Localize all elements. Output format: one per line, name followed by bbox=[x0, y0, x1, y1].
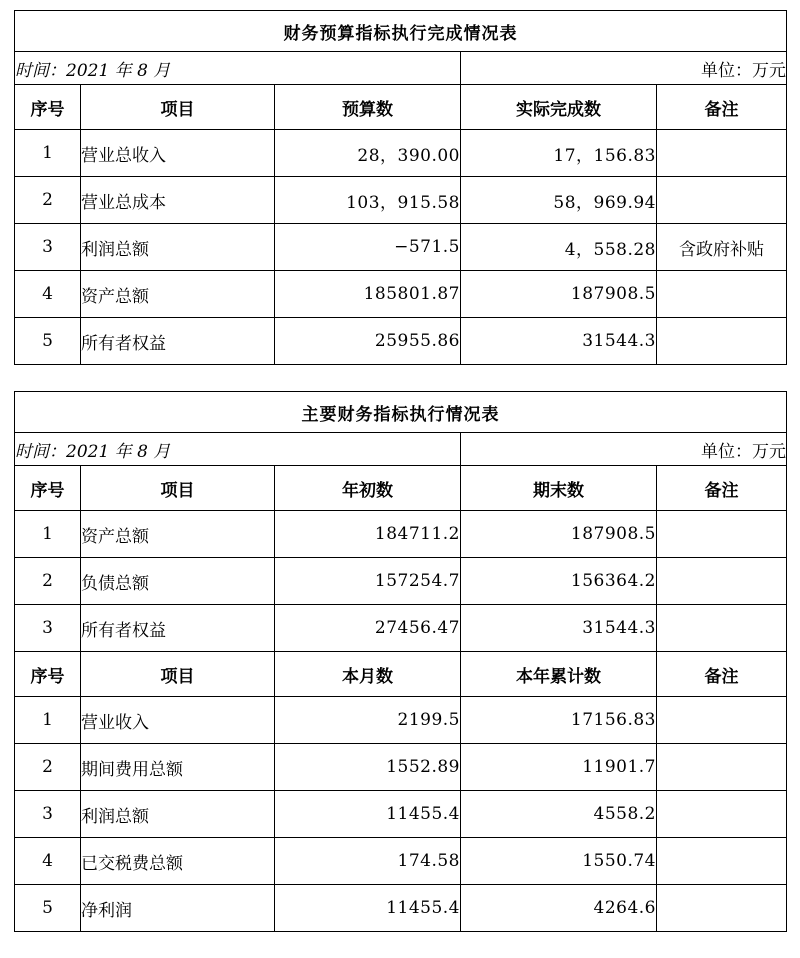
row-index: 4 bbox=[15, 271, 81, 318]
row-year-start: 27456.47 bbox=[275, 605, 461, 652]
row-item: 营业总成本 bbox=[81, 177, 275, 224]
table-row bbox=[15, 130, 787, 177]
row-budget: 103，915.58 bbox=[275, 177, 461, 224]
table1-title: 财务预算指标执行完成情况表 bbox=[15, 11, 787, 52]
row-index: 5 bbox=[15, 885, 81, 932]
table2-title-row bbox=[15, 392, 787, 433]
row-note bbox=[657, 885, 787, 932]
row-index: 3 bbox=[15, 791, 81, 838]
row-note bbox=[657, 271, 787, 318]
row-period-end: 156364.2 bbox=[461, 558, 657, 605]
row-actual: 187908.5 bbox=[461, 271, 657, 318]
table2-period: 时间：2021 年 8 月 bbox=[15, 433, 461, 466]
table2-header2-index: 序号 bbox=[15, 652, 81, 697]
budget-execution-table bbox=[14, 10, 787, 365]
table2-unit: 单位：万元 bbox=[461, 433, 787, 466]
table1-unit: 单位：万元 bbox=[461, 52, 787, 85]
table2-header-item: 项目 bbox=[81, 466, 275, 511]
row-item: 所有者权益 bbox=[81, 318, 275, 365]
row-index: 3 bbox=[15, 605, 81, 652]
row-month: 11455.4 bbox=[275, 791, 461, 838]
table2-header2-month: 本月数 bbox=[275, 652, 461, 697]
table-row bbox=[15, 885, 787, 932]
row-index: 5 bbox=[15, 318, 81, 365]
table-row bbox=[15, 558, 787, 605]
table-row bbox=[15, 318, 787, 365]
table2-meta-row bbox=[15, 433, 787, 466]
row-note bbox=[657, 697, 787, 744]
row-item: 利润总额 bbox=[81, 224, 275, 271]
table1-period: 时间：2021 年 8 月 bbox=[15, 52, 461, 85]
row-ytd: 4558.2 bbox=[461, 791, 657, 838]
table1-header-index: 序号 bbox=[15, 85, 81, 130]
row-actual: 58，969.94 bbox=[461, 177, 657, 224]
row-index: 2 bbox=[15, 558, 81, 605]
row-ytd: 4264.6 bbox=[461, 885, 657, 932]
row-note bbox=[657, 130, 787, 177]
row-index: 4 bbox=[15, 838, 81, 885]
row-item: 期间费用总额 bbox=[81, 744, 275, 791]
table2-header-index: 序号 bbox=[15, 466, 81, 511]
row-item: 资产总额 bbox=[81, 271, 275, 318]
row-ytd: 11901.7 bbox=[461, 744, 657, 791]
row-month: 174.58 bbox=[275, 838, 461, 885]
row-budget: 185801.87 bbox=[275, 271, 461, 318]
row-actual: 31544.3 bbox=[461, 318, 657, 365]
table1-header-row bbox=[15, 85, 787, 130]
row-item: 净利润 bbox=[81, 885, 275, 932]
row-month: 2199.5 bbox=[275, 697, 461, 744]
row-item: 所有者权益 bbox=[81, 605, 275, 652]
table2-title: 主要财务指标执行情况表 bbox=[15, 392, 787, 433]
row-note bbox=[657, 838, 787, 885]
row-item: 资产总额 bbox=[81, 511, 275, 558]
table-gap bbox=[14, 365, 786, 391]
table1-title-row bbox=[15, 11, 787, 52]
table1-header-item: 项目 bbox=[81, 85, 275, 130]
row-year-start: 157254.7 bbox=[275, 558, 461, 605]
row-index: 1 bbox=[15, 697, 81, 744]
row-note bbox=[657, 605, 787, 652]
row-budget: 25955.86 bbox=[275, 318, 461, 365]
row-period-end: 187908.5 bbox=[461, 511, 657, 558]
row-note: 含政府补贴 bbox=[657, 224, 787, 271]
main-financial-indicators-table bbox=[14, 391, 787, 932]
table-row bbox=[15, 791, 787, 838]
row-ytd: 17156.83 bbox=[461, 697, 657, 744]
table2-header-year-start: 年初数 bbox=[275, 466, 461, 511]
table-row bbox=[15, 224, 787, 271]
table1-header-actual: 实际完成数 bbox=[461, 85, 657, 130]
table1-meta-row bbox=[15, 52, 787, 85]
table2-header2-note: 备注 bbox=[657, 652, 787, 697]
row-index: 1 bbox=[15, 130, 81, 177]
table2-header-note: 备注 bbox=[657, 466, 787, 511]
table-row bbox=[15, 177, 787, 224]
table-row bbox=[15, 271, 787, 318]
row-note bbox=[657, 177, 787, 224]
table2-secondary-header-row bbox=[15, 652, 787, 697]
row-item: 已交税费总额 bbox=[81, 838, 275, 885]
row-item: 利润总额 bbox=[81, 791, 275, 838]
row-actual: 17，156.83 bbox=[461, 130, 657, 177]
row-item: 营业收入 bbox=[81, 697, 275, 744]
row-budget: −571.5 bbox=[275, 224, 461, 271]
row-ytd: 1550.74 bbox=[461, 838, 657, 885]
row-month: 11455.4 bbox=[275, 885, 461, 932]
row-actual: 4，558.28 bbox=[461, 224, 657, 271]
table2-header2-ytd: 本年累计数 bbox=[461, 652, 657, 697]
row-item: 负债总额 bbox=[81, 558, 275, 605]
row-year-start: 184711.2 bbox=[275, 511, 461, 558]
row-note bbox=[657, 744, 787, 791]
table2-header-row bbox=[15, 466, 787, 511]
table-row bbox=[15, 744, 787, 791]
row-budget: 28，390.00 bbox=[275, 130, 461, 177]
row-index: 3 bbox=[15, 224, 81, 271]
table1-header-note: 备注 bbox=[657, 85, 787, 130]
row-note bbox=[657, 318, 787, 365]
row-item: 营业总收入 bbox=[81, 130, 275, 177]
table-row bbox=[15, 838, 787, 885]
table-row bbox=[15, 511, 787, 558]
table-row bbox=[15, 697, 787, 744]
row-note bbox=[657, 791, 787, 838]
row-index: 1 bbox=[15, 511, 81, 558]
table-row bbox=[15, 605, 787, 652]
table1-header-budget: 预算数 bbox=[275, 85, 461, 130]
row-index: 2 bbox=[15, 744, 81, 791]
row-index: 2 bbox=[15, 177, 81, 224]
table2-header2-item: 项目 bbox=[81, 652, 275, 697]
row-note bbox=[657, 558, 787, 605]
table2-header-period-end: 期末数 bbox=[461, 466, 657, 511]
row-period-end: 31544.3 bbox=[461, 605, 657, 652]
row-month: 1552.89 bbox=[275, 744, 461, 791]
row-note bbox=[657, 511, 787, 558]
